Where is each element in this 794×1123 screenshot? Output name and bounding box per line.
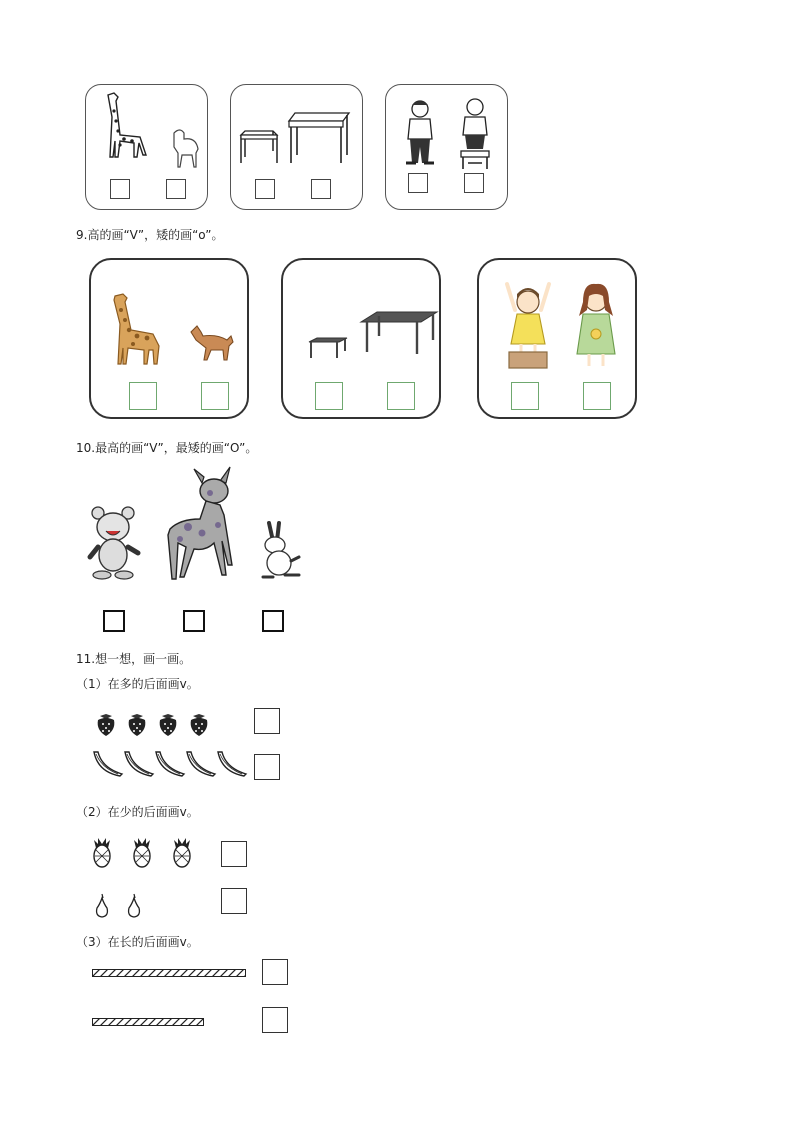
fawn-icon	[158, 463, 242, 581]
small-table-icon	[239, 129, 281, 167]
panel-giraffe-lamb	[85, 84, 208, 210]
pear-icon	[94, 892, 110, 918]
boy-on-stool-icon	[456, 95, 494, 171]
girl-icon	[571, 282, 621, 370]
answer-box[interactable]	[408, 173, 428, 193]
panel-dark-tables	[281, 258, 441, 419]
short-bar-icon	[92, 1018, 204, 1026]
lamb-icon	[166, 127, 202, 171]
answer-box[interactable]	[103, 610, 125, 632]
answer-box[interactable]	[255, 179, 275, 199]
answer-box[interactable]	[464, 173, 484, 193]
deer-icon	[187, 324, 235, 368]
answer-box[interactable]	[201, 382, 229, 410]
question-9-prompt: 9.高的画“V”，矮的画“o”。	[76, 228, 224, 242]
rabbit-icon	[255, 521, 305, 581]
answer-box[interactable]	[262, 1007, 288, 1033]
strawberry-icon	[189, 710, 209, 738]
pineapple-icon	[172, 836, 192, 870]
answer-box[interactable]	[166, 179, 186, 199]
sub-question-3: （3）在长的后面画v。	[76, 935, 199, 949]
answer-box[interactable]	[262, 959, 288, 985]
answer-box[interactable]	[583, 382, 611, 410]
answer-box[interactable]	[315, 382, 343, 410]
answer-box[interactable]	[311, 179, 331, 199]
answer-box[interactable]	[221, 841, 247, 867]
pear-row	[94, 892, 164, 918]
panel-boys	[385, 84, 508, 210]
girl-on-box-icon	[503, 280, 553, 372]
banana-icon	[216, 748, 248, 780]
giraffe-icon	[94, 91, 154, 177]
pineapple-row	[92, 836, 212, 870]
banana-icon	[185, 748, 217, 780]
pineapple-icon	[92, 836, 112, 870]
answer-box[interactable]	[387, 382, 415, 410]
question-10-prompt: 10.最高的画“V”，最矮的画“O”。	[76, 441, 258, 455]
long-bar-icon	[92, 969, 246, 977]
strawberry-icon	[158, 710, 178, 738]
pineapple-icon	[132, 836, 152, 870]
panel-giraffe-deer	[89, 258, 249, 419]
sub-question-2: （2）在少的后面画v。	[76, 805, 199, 819]
panel-tables	[230, 84, 363, 210]
sub-question-1: （1）在多的后面画v。	[76, 677, 199, 691]
banana-row	[92, 748, 252, 780]
boy-icon	[402, 97, 438, 169]
answer-box[interactable]	[262, 610, 284, 632]
answer-box[interactable]	[183, 610, 205, 632]
banana-icon	[154, 748, 186, 780]
giraffe-icon	[103, 292, 165, 368]
strawberry-icon	[96, 710, 116, 738]
answer-box[interactable]	[129, 382, 157, 410]
big-table-icon	[359, 308, 441, 356]
question-11-prompt: 11.想一想，画一画。	[76, 652, 192, 666]
answer-box[interactable]	[254, 754, 280, 780]
big-table-icon	[287, 111, 351, 165]
panel-girls	[477, 258, 637, 419]
banana-icon	[92, 748, 124, 780]
answer-box[interactable]	[254, 708, 280, 734]
banana-icon	[123, 748, 155, 780]
bear-icon	[88, 505, 142, 581]
answer-box[interactable]	[221, 888, 247, 914]
answer-box[interactable]	[110, 179, 130, 199]
strawberry-icon	[127, 710, 147, 738]
small-table-icon	[307, 336, 349, 360]
strawberry-row	[96, 710, 226, 738]
pear-icon	[126, 892, 142, 918]
answer-box[interactable]	[511, 382, 539, 410]
